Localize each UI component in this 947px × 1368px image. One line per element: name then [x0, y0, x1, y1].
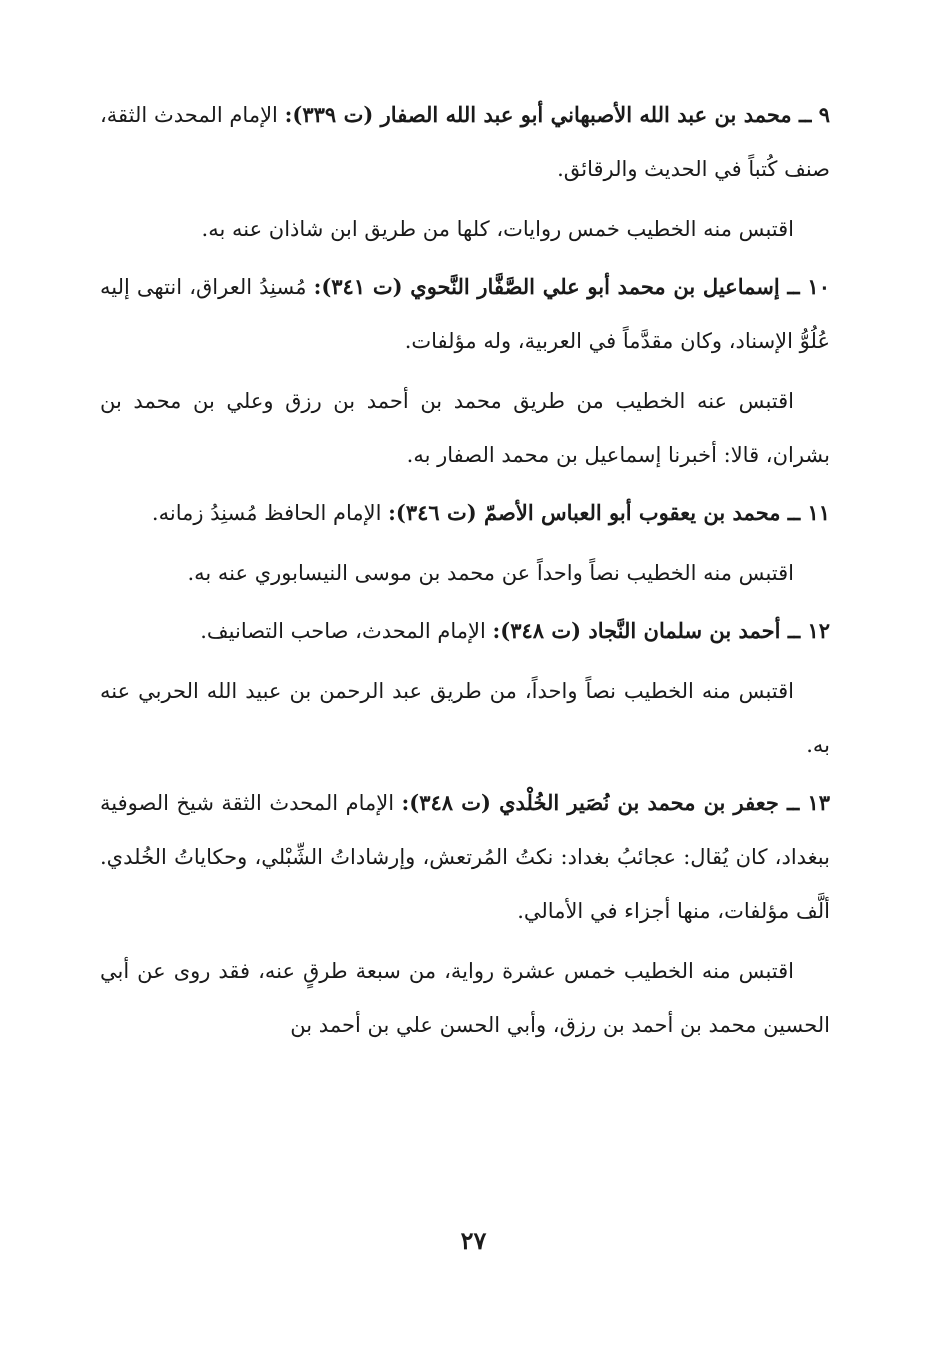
entry-12 [100, 604, 830, 658]
entry-13 [100, 776, 830, 938]
entry-heading: ١٣ ــ جعفر بن محمد بن نُصَير الخُلْدي (ت ٣٤٨): [401, 790, 830, 815]
entry-description: الإمام الحافظ مُسنِدُ زمانه. [151, 501, 382, 525]
entry-heading: ٩ ــ محمد بن عبد الله الأصبهاني أبو عبد الله الصفار (ت ٣٣٩): [284, 102, 831, 127]
entry-description: الإمام المحدث، صاحب التصانيف. [200, 619, 486, 643]
page-number: ٢٧ [460, 1226, 487, 1255]
entry-quote: اقتبس منه الخطيب خمس عشرة رواية، من سبعة طرقٍ عنه، فقد روى عن أبي الحسين محمد بن أحمد بن رزق، وأبي الحسن علي بن أحمد بن [100, 959, 830, 1037]
entry-description: مُسنِدُ العراق، انتهى إليه عُلُوُّ الإسناد، وكان مقدَّماً في العربية، وله مؤلفات. [100, 275, 830, 353]
entry-heading: ١٠ ــ إسماعيل بن محمد أبو علي الصَّفَّار النَّحوي (ت ٣٤١): [313, 274, 830, 299]
entry-9 [100, 88, 830, 196]
entry-quote: اقتبس منه الخطيب نصاً واحداً عن محمد بن موسى النيسابوري عنه به. [187, 561, 794, 585]
entry-quote: اقتبس منه الخطيب خمس روايات، كلها من طريق ابن شاذان عنه به. [201, 217, 794, 241]
entry-10 [100, 260, 830, 368]
entry-quote: اقتبس عنه الخطيب من طريق محمد بن أحمد بن رزق وعلي بن محمد بن بشران، قالا: أخبرنا إسماعيل بن محمد الصفار به. [100, 389, 830, 467]
entry-11 [100, 486, 830, 540]
entry-description: الإمام المحدث الثقة شيخ الصوفية ببغداد، كان يُقال: عجائبُ بغداد: نكتُ المُرتعش، وإرشاداتُ الشِّبْلي، وحكاياتُ الخُلدي. ألَّف مؤلفات، منها أجزاء في الأمالي. [100, 791, 830, 923]
entry-quote: اقتبس منه الخطيب نصاً واحداً، من طريق عبد الرحمن بن عبيد الله الحربي عنه به. [100, 679, 830, 757]
page-body [100, 88, 830, 1052]
entry-heading: ١٢ ــ أحمد بن سلمان النَّجاد (ت ٣٤٨): [492, 618, 830, 643]
entry-description: الإمام المحدث الثقة، صنف كُتباً في الحديث والرقائق. [100, 103, 830, 181]
entry-heading: ١١ ــ محمد بن يعقوب أبو العباس الأصمّ (ت ٣٤٦): [388, 500, 830, 525]
